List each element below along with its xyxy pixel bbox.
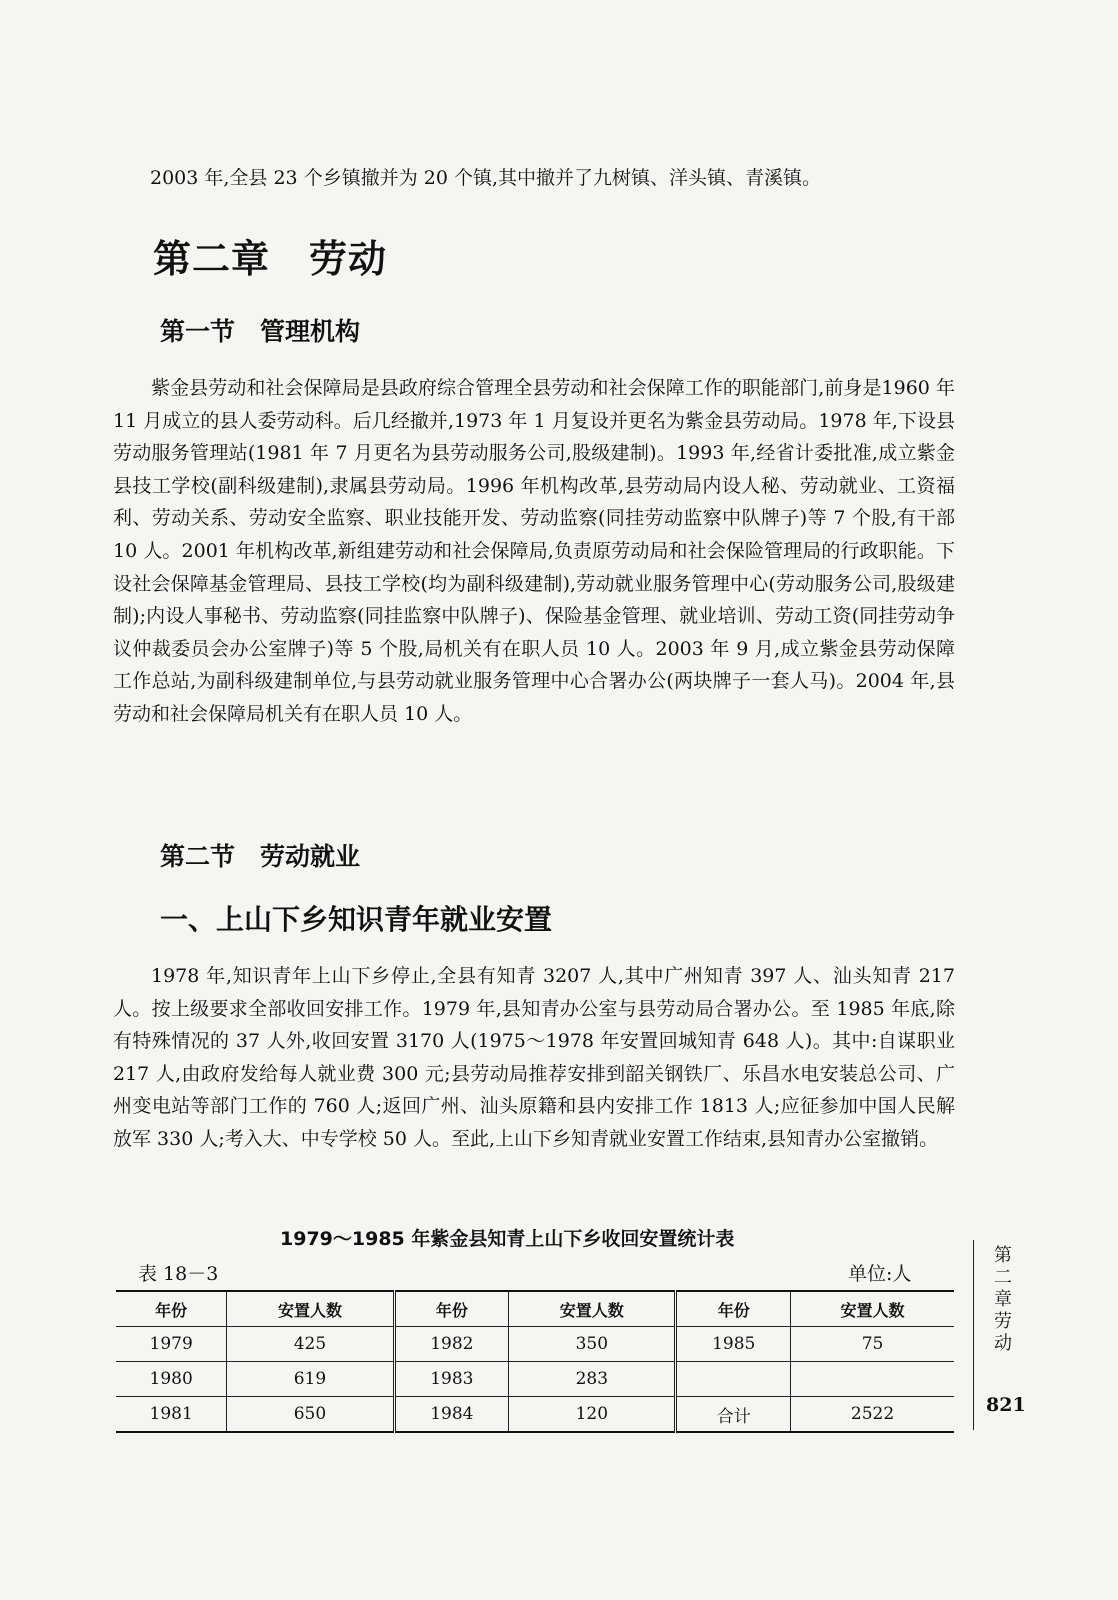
header-year: 年份	[676, 1291, 791, 1327]
table-cell: 1982	[394, 1327, 509, 1362]
margin-divider	[973, 1240, 974, 1430]
table-cell: 1980	[116, 1362, 227, 1397]
section2-title: 第二节 劳动就业	[160, 842, 361, 871]
table-cell: 1979	[116, 1327, 227, 1362]
section1-title: 第一节 管理机构	[160, 317, 361, 346]
table-number: 表 18－3	[138, 1263, 219, 1285]
table-cell	[676, 1362, 791, 1397]
table-row	[116, 1397, 954, 1433]
table-cell: 1981	[116, 1397, 227, 1433]
header-count: 安置人数	[227, 1291, 394, 1327]
chapter-title: 第二章 劳动	[153, 236, 388, 281]
header-count: 安置人数	[509, 1291, 676, 1327]
running-header-label: 第二章 劳动	[994, 1245, 1030, 1354]
section2-body: 1978 年,知识青年上山下乡停止,全县有知青 3207 人,其中广州知青 397 人、汕头知青 217 人。按上级要求全部收回安排工作。1979 年,县知青办公室与县劳动局合署办公。至 1985 年底,除有特殊情况的 37 人外,收回安置 3170 人(1975～1978 年安置回城知青 648 人)。其中:自谋职业 217 人,由政府发给每人就业费 300 元;县劳动局推荐安排到韶关钢铁厂、乐昌水电安装总公司、广州变电站等部门工作的 760 人;返回广州、汕头原籍和县内安排工作 1813 人;应征参加中国人民解放军 330 人;考入大、中专学校 50 人。至此,上山下乡知青就业安置工作结束,县知青办公室撤销。	[113, 965, 955, 1150]
table-cell	[791, 1362, 954, 1397]
table-cell: 350	[509, 1327, 676, 1362]
table-cell: 283	[509, 1362, 676, 1397]
table-cell: 1983	[394, 1362, 509, 1397]
table-cell: 619	[227, 1362, 394, 1397]
subsection-title: 一、上山下乡知识青年就业安置	[160, 903, 553, 936]
statistics-table	[116, 1290, 954, 1433]
table-cell: 425	[227, 1327, 394, 1362]
page-number: 821	[986, 1394, 1026, 1416]
header-year: 年份	[116, 1291, 227, 1327]
table-cell: 合计	[676, 1397, 791, 1433]
table-cell: 120	[509, 1397, 676, 1433]
table-cell: 75	[791, 1327, 954, 1362]
table-unit: 单位:人	[848, 1263, 912, 1285]
table-cell: 2522	[791, 1397, 954, 1433]
section1-body: 紫金县劳动和社会保障局是县政府综合管理全县劳动和社会保障工作的职能部门,前身是1960 年 11 月成立的县人委劳动科。后几经撤并,1973 年 1 月复设并更名为紫金县劳动局。1978 年,下设县劳动服务管理站(1981 年 7 月更名为县劳动服务公司,股级建制)。1993 年,经省计委批准,成立紫金县技工学校(副科级建制),隶属县劳动局。1996 年机构改革,县劳动局内设人秘、劳动就业、工资福利、劳动关系、劳动安全监察、职业技能开发、劳动监察(同挂劳动监察中队牌子)等 7 个股,有干部 10 人。2001 年机构改革,新组建劳动和社会保障局,负责原劳动局和社会保险管理局的行政职能。下设社会保障基金管理局、县技工学校(均为副科级建制),劳动就业服务管理中心(劳动服务公司,股级建制);内设人事秘书、劳动监察(同挂监察中队牌子)、保险基金管理、就业培训、劳动工资(同挂劳动争议仲裁委员会办公室牌子)等 5 个股,局机关有在职人员 10 人。2003 年 9 月,成立紫金县劳动保障工作总站,为副科级建制单位,与县劳动就业服务管理中心合署办公(两块牌子一套人马)。2004 年,县劳动和社会保障局机关有在职人员 10 人。	[113, 377, 955, 725]
header-year: 年份	[394, 1291, 509, 1327]
header-count: 安置人数	[791, 1291, 954, 1327]
table-header-row	[116, 1291, 954, 1327]
table-row	[116, 1327, 954, 1362]
table-title: 1979～1985 年紫金县知青上山下乡收回安置统计表	[280, 1228, 735, 1250]
table-cell: 1984	[394, 1397, 509, 1433]
table-row	[116, 1362, 954, 1397]
table-cell: 650	[227, 1397, 394, 1433]
intro-paragraph: 2003 年,全县 23 个乡镇撤并为 20 个镇,其中撤并了九树镇、洋头镇、青溪镇。	[150, 167, 821, 189]
table-cell: 1985	[676, 1327, 791, 1362]
